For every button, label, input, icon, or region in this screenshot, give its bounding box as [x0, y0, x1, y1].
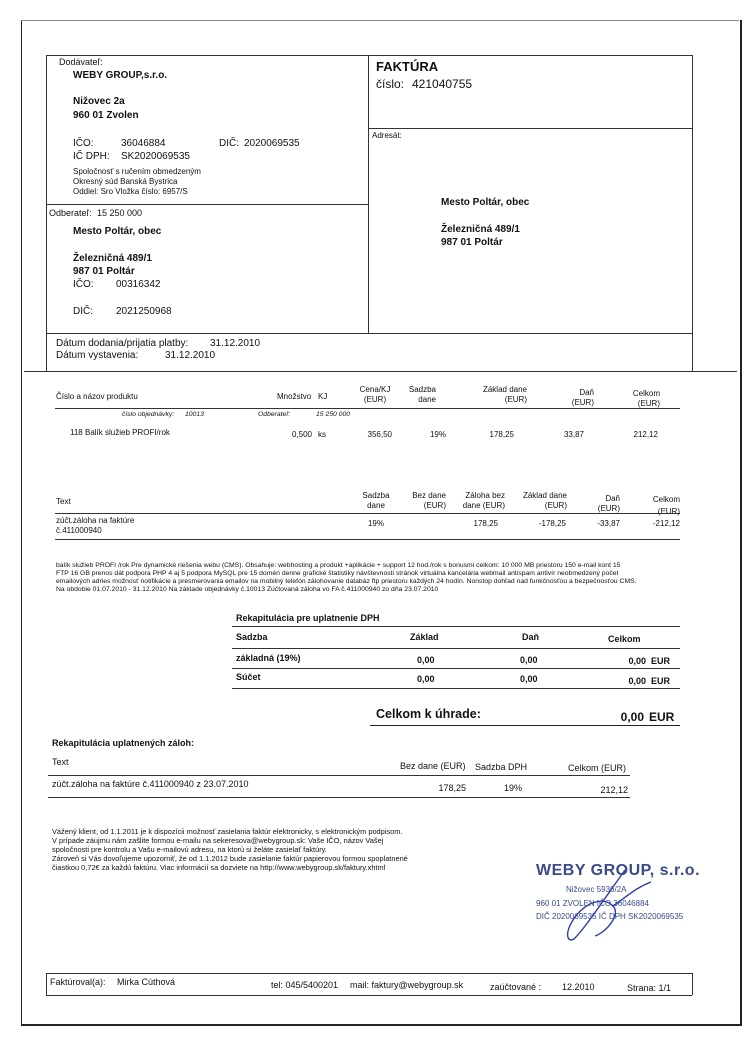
- item-product: 118 Balík služieb PROFI/rok: [70, 428, 170, 437]
- items-col-base-unit: (EUR): [504, 395, 527, 404]
- delivery-date-label: Dátum dodania/prijatia platby:: [56, 338, 189, 349]
- invoice-box-bottom-line: [368, 128, 692, 129]
- vat-recap-col-tax: Daň: [522, 632, 540, 642]
- items-col-price-unit: (EUR): [363, 395, 387, 404]
- vat-row-1-currency: EUR: [651, 656, 671, 666]
- item-customer-number: 15 250 000: [316, 411, 351, 418]
- vat-recap-col-base: Základ: [410, 632, 439, 642]
- supplier-icdph: SK2020069535: [121, 151, 190, 162]
- customer-city: 987 01 Poltár: [73, 266, 135, 277]
- customer-box-bottom-line: [46, 333, 692, 334]
- supplier-dic-label: DIČ:: [219, 138, 239, 149]
- description-line-4: Na obdobie 01.07.2010 - 31.12.2010 Na základe objednávky č.10013 Zúčtovaná záloha vo FA č.411000940 zo dňa 23.07.2010: [56, 586, 439, 593]
- footer-line-top: [46, 973, 692, 974]
- customer-ico-label: IČO:: [73, 279, 94, 290]
- advance-col-total: Celkom: [652, 495, 680, 504]
- advance-recap-col-text: Text: [52, 757, 69, 767]
- supplier-reg-3: Oddiel: Sro Vložka číslo: 6957/S: [73, 187, 188, 196]
- advance-col-tax: Daň: [605, 494, 620, 503]
- issue-date: 31.12.2010: [165, 350, 216, 361]
- advance-col-total-unit: (EUR): [657, 507, 680, 516]
- vat-recap-line-top: [232, 626, 680, 627]
- advance-col-base: Základ dane: [522, 491, 567, 500]
- advance-bottom-line: [55, 539, 680, 540]
- booked-value: 12.2010: [562, 982, 595, 992]
- vat-recap-line-bottom: [232, 688, 680, 689]
- page-number: Strana: 1/1: [627, 983, 672, 993]
- to-pay-line: [370, 725, 680, 726]
- notice-line-2: V prípade záujmu nám zašlite formou e-mailu na sekeresova@webygroup.sk: Vaše IČO, názov Vašej: [52, 836, 384, 845]
- advance-row-base: -178,25: [538, 519, 566, 528]
- advance-col-text: Text: [56, 497, 71, 506]
- to-pay-value: 0,00: [620, 710, 644, 724]
- supplier-name: WEBY GROUP,s.r.o.: [73, 70, 168, 81]
- item-price: 356,50: [367, 430, 392, 439]
- supplier-street: Nižovec 2a: [73, 96, 125, 107]
- items-col-unit: KJ: [318, 392, 328, 401]
- item-customer-label: Odberateľ:: [258, 411, 291, 418]
- notice-line-5: čiastkou 0,72€ za každú faktúru. Viac informácií sa dozviete na http://www.webygroup.sk/faktury.xhtml: [52, 863, 386, 872]
- vat-row-1-total: 0,00: [628, 656, 646, 666]
- order-number: 10013: [185, 411, 204, 418]
- vat-row-2-total: 0,00: [628, 676, 646, 686]
- notice-line-4: Zároveň si Vás dovoľujeme upozorniť, že od 1.1.2012 bude zasielanie faktúr papierovou formou spoplatnené: [52, 854, 408, 863]
- header-right-line: [692, 55, 693, 371]
- customer-street: Železničná 489/1: [73, 253, 152, 264]
- advance-recap-col-net: Bez dane (EUR): [400, 761, 466, 771]
- stamp-line-2: 960 01 ZVOLEN IČO 36046884: [536, 899, 649, 908]
- vat-recap-line-header: [232, 648, 680, 649]
- customer-heading: Odberateľ:: [49, 208, 92, 218]
- description-line-2: FTP 16 GB prenos dát podpora PHP 4 aj 5 podpora MySQL pre 15 domén denne grafické štatistiky návštevnosti stránok virtuálna kancelária webmail antispam antivír neobmedzený počet: [56, 570, 619, 577]
- supplier-reg-1: Spoločnosť s ručením obmedzeným: [73, 167, 201, 176]
- left-tick-line: [24, 371, 54, 372]
- invoice-number-label: číslo:: [376, 77, 405, 91]
- advance-recap-title: Rekapitulácia uplatnených záloh:: [52, 738, 195, 748]
- addressee-street: Železničná 489/1: [441, 224, 520, 235]
- advance-recap-row-text: zúčt.záloha na faktúre č.411000940 z 23.07.2010: [52, 779, 249, 789]
- footer-line-bottom: [46, 995, 692, 996]
- supplier-dic: 2020069535: [244, 138, 300, 149]
- advance-recap-row-total: 212,12: [600, 785, 628, 795]
- customer-dic-label: DIČ:: [73, 306, 93, 317]
- advance-row-text-2: č.411000940: [56, 526, 102, 535]
- advance-row-total: -212,12: [652, 519, 680, 528]
- stamp-line-1: Nižovec 5936/2A: [566, 885, 627, 894]
- item-unit: ks: [318, 430, 326, 439]
- item-tax: 33,87: [563, 430, 584, 439]
- issue-date-label: Dátum vystavenia:: [56, 350, 139, 361]
- issuer-label: Faktúroval(a):: [50, 977, 106, 987]
- advance-col-base-unit: (EUR): [544, 501, 567, 510]
- vat-recap-col-rate: Sadzba: [236, 632, 268, 642]
- vat-row-2-label: Súčet: [236, 672, 261, 682]
- advance-row-rate: 19%: [367, 519, 384, 528]
- vat-row-2-currency: EUR: [651, 676, 671, 686]
- vat-recap-title: Rekapitulácia pre uplatnenie DPH: [236, 613, 380, 623]
- item-qty: 0,500: [291, 430, 312, 439]
- footer-right-line: [692, 973, 693, 995]
- item-total: 212,12: [633, 430, 658, 439]
- notice-line-1: Vážený klient, od 1.1.2011 je k dispozícii možnosť zasielania faktúr elektronicky, s elektronickým podpisom.: [52, 827, 403, 836]
- right-tick-line: [690, 371, 737, 372]
- booked-label: zaúčtované :: [490, 982, 542, 992]
- supplier-icdph-label: IČ DPH:: [73, 151, 110, 162]
- item-rate: 19%: [429, 430, 446, 439]
- advance-col-adv-2: dane (EUR): [462, 501, 505, 510]
- delivery-date: 31.12.2010: [210, 338, 261, 349]
- items-col-total: Celkom: [632, 389, 660, 398]
- advance-recap-row-rate: 19%: [504, 783, 523, 793]
- stamp-line-3: DIČ 2020069535 IČ DPH SK2020069535: [536, 912, 684, 921]
- advance-col-net-unit: (EUR): [423, 501, 446, 510]
- vat-row-1-label: základná (19%): [236, 653, 301, 663]
- item-base: 178,25: [489, 430, 514, 439]
- advance-col-rate-2: dane: [367, 501, 385, 510]
- supplier-box-bottom-line: [46, 204, 368, 205]
- dates-box-bottom-line: [46, 371, 692, 372]
- customer-name: Mesto Poltár, obec: [73, 226, 162, 237]
- items-col-price: Cena/KJ: [359, 385, 391, 394]
- addressee-heading: Adresát:: [372, 131, 402, 140]
- items-col-product: Číslo a názov produktu: [56, 392, 138, 401]
- vat-recap-line-mid: [232, 668, 680, 669]
- items-col-tax: Daň: [579, 388, 594, 397]
- advance-recap-row-net: 178,25: [438, 783, 466, 793]
- to-pay-label: Celkom k úhrade:: [376, 707, 481, 721]
- items-col-tax-unit: (EUR): [571, 398, 594, 407]
- advance-recap-col-total: Celkom (EUR): [568, 763, 627, 773]
- supplier-ico: 36046884: [121, 138, 166, 149]
- advance-row-tax: -33,87: [597, 519, 620, 528]
- vat-row-1-tax: 0,00: [520, 655, 538, 665]
- customer-dic: 2021250968: [116, 306, 172, 317]
- customer-ico: 00316342: [116, 279, 161, 290]
- description-line-1: balík služieb PROFI /rok Pre dynamické riešenia webu (CMS). Obsahuje: webhosting a produkt +aplikácie + support 12 hod./rok s bonusmi celkom: 10 000 MB priestoru 150 e-mail kont 15: [56, 562, 621, 569]
- header-mid-line: [368, 55, 369, 333]
- supplier-city: 960 01 Zvolen: [73, 110, 139, 121]
- signature-icon: [555, 858, 675, 948]
- page-frame-top: [21, 20, 739, 21]
- customer-code: 15 250 000: [97, 208, 143, 218]
- items-col-base: Základ dane: [482, 385, 527, 394]
- addressee-name: Mesto Poltár, obec: [441, 197, 530, 208]
- advance-recap-line-top: [48, 775, 630, 776]
- to-pay-currency: EUR: [649, 710, 675, 724]
- addressee-city: 987 01 Poltár: [441, 237, 503, 248]
- advance-row-adv: 178,25: [473, 519, 498, 528]
- header-top-line: [46, 55, 692, 56]
- advance-col-rate: Sadzba: [362, 491, 390, 500]
- vat-row-2-tax: 0,00: [520, 674, 538, 684]
- supplier-reg-2: Okresný súd Banská Bystrica: [73, 177, 178, 186]
- vat-recap-col-total: Celkom: [608, 634, 641, 644]
- issuer-name: Mirka Cúthová: [117, 977, 176, 987]
- footer-left-line: [46, 973, 47, 995]
- items-col-qty: Množstvo: [277, 392, 312, 401]
- advance-recap-line-bottom: [48, 797, 630, 798]
- vat-row-2-base: 0,00: [417, 674, 435, 684]
- advance-recap-col-rate: Sadzba DPH: [475, 762, 528, 772]
- vat-row-1-base: 0,00: [417, 655, 435, 665]
- stamp-name: WEBY GROUP, s.r.o.: [536, 862, 701, 879]
- invoice-title: FAKTÚRA: [376, 59, 439, 74]
- advance-col-net: Bez dane: [412, 491, 446, 500]
- order-number-label: číslo objednávky:: [122, 411, 175, 418]
- advance-col-tax-unit: (EUR): [597, 504, 620, 513]
- invoice-number: 421040755: [412, 77, 473, 91]
- footer-tel: tel: 045/5400201: [271, 980, 339, 990]
- items-col-total-unit: (EUR): [637, 399, 660, 408]
- supplier-ico-label: IČO:: [73, 138, 94, 149]
- description-line-3: emailových adries možnosť notifikácie a presmerovania emailov na mobilný telefón zálohovanie databáz ftp priestoru každých 24 hodín. Nonstop dohľad nad funkčnosťou a bezpečnosťou CMS.: [56, 578, 637, 585]
- advance-header-line: [55, 513, 680, 514]
- notice-line-3: spoločnosti pre kontrolu a Vašu e-mailovú adresu, na ktorú si želáte zasielať faktúry.: [52, 845, 327, 854]
- advance-col-adv: Záloha bez: [465, 491, 505, 500]
- items-col-rate-2: dane: [418, 395, 436, 404]
- advance-row-text-1: zúčt.záloha na faktúre: [56, 516, 135, 525]
- items-col-rate: Sadzba: [408, 385, 436, 394]
- supplier-heading: Dodávateľ:: [59, 57, 103, 67]
- header-left-line: [46, 55, 47, 371]
- items-header-line: [55, 408, 680, 409]
- footer-mail: mail: faktury@webygroup.sk: [350, 980, 464, 990]
